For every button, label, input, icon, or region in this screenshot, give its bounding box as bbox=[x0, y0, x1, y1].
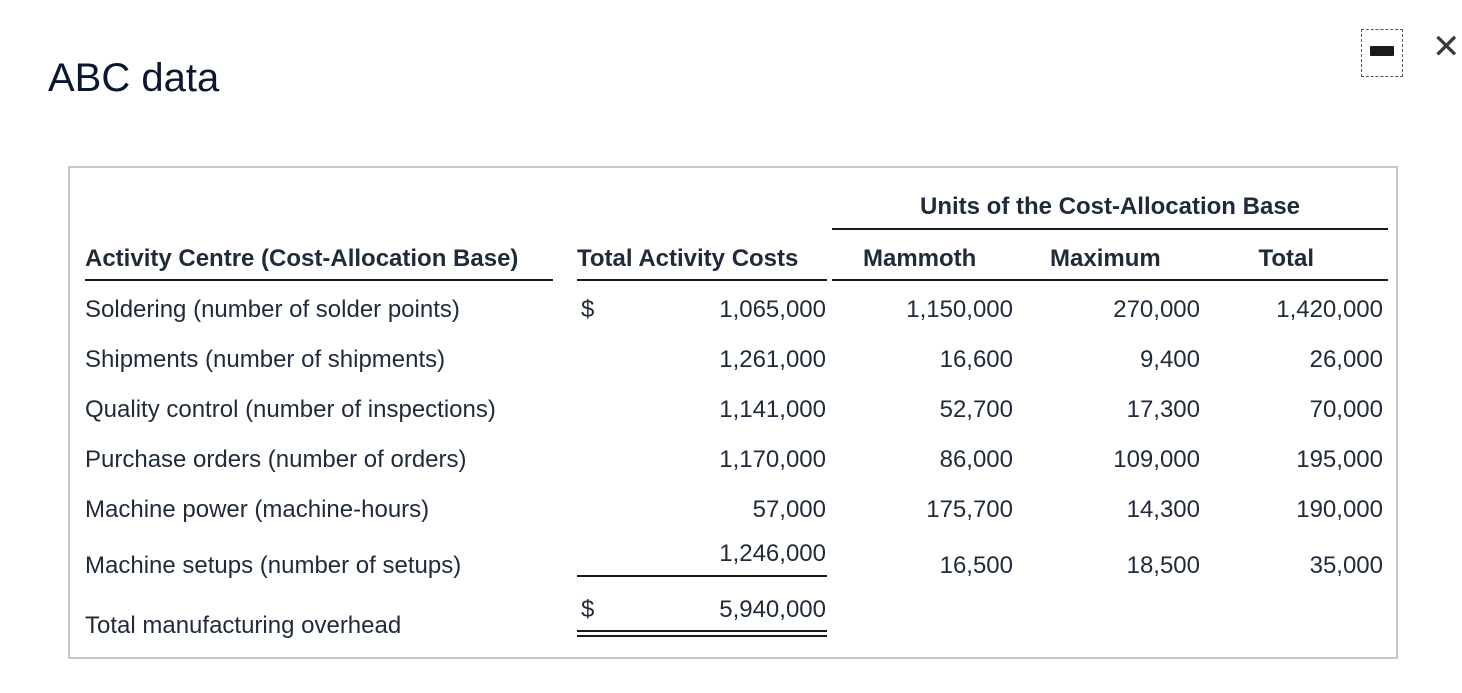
row-3-cost: 1,141,000 bbox=[719, 396, 826, 423]
row-3-maximum: 17,300 bbox=[1126, 396, 1200, 423]
minimize-button[interactable] bbox=[1361, 29, 1403, 77]
column-header-activity: Activity Centre (Cost-Allocation Base) bbox=[85, 245, 519, 272]
group-header-rule bbox=[832, 228, 1388, 230]
row-1-activity: Soldering (number of solder points) bbox=[85, 296, 460, 323]
column-header-total: Total bbox=[1258, 245, 1314, 272]
row-6-maximum: 18,500 bbox=[1126, 552, 1200, 579]
units-group-header: Units of the Cost-Allocation Base bbox=[919, 193, 1301, 220]
costs-subtotal-rule bbox=[577, 575, 827, 577]
row-5-total: 190,000 bbox=[1296, 496, 1383, 523]
header-rule-units bbox=[832, 279, 1388, 281]
row-5-mammoth: 175,700 bbox=[926, 496, 1013, 523]
row-4-total: 195,000 bbox=[1296, 446, 1383, 473]
header-rule-activity bbox=[85, 279, 553, 281]
row-3-activity: Quality control (number of inspections) bbox=[85, 396, 496, 423]
row-6-mammoth: 16,500 bbox=[939, 552, 1013, 579]
row-3-mammoth: 52,700 bbox=[939, 396, 1013, 423]
row-3-total: 70,000 bbox=[1309, 396, 1383, 423]
total-row-currency-symbol: $ bbox=[581, 596, 595, 623]
page-title: ABC data bbox=[48, 56, 220, 100]
abc-data-table bbox=[68, 166, 1398, 659]
row-4-maximum: 109,000 bbox=[1113, 446, 1200, 473]
total-row-label: Total manufacturing overhead bbox=[85, 612, 402, 639]
minus-icon bbox=[1370, 46, 1394, 56]
row-4-activity: Purchase orders (number of orders) bbox=[85, 446, 467, 473]
row-2-cost: 1,261,000 bbox=[719, 346, 826, 373]
total-double-rule-bottom bbox=[577, 635, 827, 637]
total-row-cost: 5,940,000 bbox=[719, 596, 826, 623]
row-6-cost: 1,246,000 bbox=[719, 540, 826, 567]
row-2-activity: Shipments (number of shipments) bbox=[85, 346, 446, 373]
row-2-maximum: 9,400 bbox=[1139, 346, 1200, 373]
row-1-total: 1,420,000 bbox=[1276, 296, 1383, 323]
row-5-maximum: 14,300 bbox=[1126, 496, 1200, 523]
row-2-total: 26,000 bbox=[1309, 346, 1383, 373]
row-4-mammoth: 86,000 bbox=[939, 446, 1013, 473]
row-1-cost: 1,065,000 bbox=[719, 296, 826, 323]
row-5-activity: Machine power (machine-hours) bbox=[85, 496, 430, 523]
row-5-cost: 57,000 bbox=[752, 496, 826, 523]
column-header-total-activity-costs: Total Activity Costs bbox=[577, 245, 799, 272]
row-1-currency-symbol: $ bbox=[581, 296, 595, 323]
row-1-mammoth: 1,150,000 bbox=[906, 296, 1013, 323]
row-6-activity: Machine setups (number of setups) bbox=[85, 552, 462, 579]
header-rule-costs bbox=[577, 279, 827, 281]
column-header-maximum: Maximum bbox=[1050, 245, 1161, 272]
total-double-rule-top bbox=[577, 630, 827, 632]
row-6-total: 35,000 bbox=[1309, 552, 1383, 579]
close-icon[interactable]: ✕ bbox=[1432, 27, 1461, 67]
row-4-cost: 1,170,000 bbox=[719, 446, 826, 473]
column-header-mammoth: Mammoth bbox=[863, 245, 977, 272]
row-1-maximum: 270,000 bbox=[1113, 296, 1200, 323]
row-2-mammoth: 16,600 bbox=[939, 346, 1013, 373]
